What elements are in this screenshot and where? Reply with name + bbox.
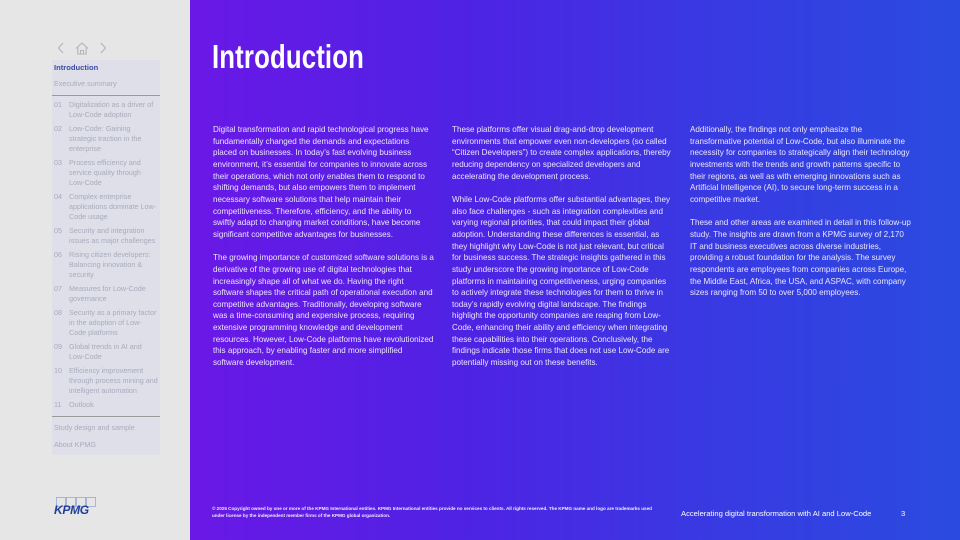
table-of-contents — [52, 60, 160, 455]
nav-controls — [52, 40, 112, 56]
paragraph: These and other areas are examined in detail in this follow-up study. The insights are drawn from a KPMG survey of 2,170 IT and business executives across diverse industries, providing a robust foundation for the analysis. The survey respondents are employees from companies across Europe, the Middle East, Africa, the USA, and ASPAC, with company sizes ranging from 50 to over 5,000 employees. — [690, 218, 911, 298]
toc-chapter-01[interactable] — [52, 99, 160, 123]
chapter-number: 10 — [54, 366, 62, 375]
chevron-right-icon[interactable] — [95, 40, 112, 56]
copyright-notice: © 2025 Copyright owned by one or more of the KPMG International entities. KPMG International entities provide no services to clients. All rights reserved. The KPMG name and logo are trademarks used under license by the independent member firms of the KPMG global organization. — [212, 506, 652, 518]
toc-chapter-04[interactable] — [52, 191, 160, 225]
chapter-number: 07 — [54, 284, 62, 293]
kpmg-logo — [54, 497, 100, 519]
text-column-3 — [690, 124, 912, 310]
chapter-label: Digitalization as a driver of Low-Code adoption — [69, 100, 154, 119]
chapter-number: 02 — [54, 124, 62, 133]
toc-item-about-kpmg[interactable]: About KPMG — [54, 440, 96, 449]
chapter-number: 03 — [54, 158, 62, 167]
paragraph: Additionally, the findings not only emphasize the transformative potential of Low-Code, but also illuminate the necessity for companies to strategically align their technology investments with the trends and growth patterns specific to their regions, as well as with emerging innovations such as Artificial Intelligence (AI), to secure long-term success in a competitive market. — [690, 125, 910, 204]
toc-item-introduction[interactable]: Introduction — [54, 63, 99, 72]
footer-document-title: Accelerating digital transformation with AI and Low-Code — [681, 509, 872, 518]
chapter-number: 04 — [54, 192, 62, 201]
paragraph: The growing importance of customized software solutions is a derivative of the growing use of digital technologies that increasingly shape all of what we do. Having the right software shapes the critical path of operational execution and competitive advantages. Traditionally, developing software was a time-consuming and expensive process, requiring extensive programming knowledge and development resources. However, Low-Code platforms have revolutionized this approach, by enabling faster and more simplified software development. — [213, 253, 434, 368]
text-column-1 — [213, 124, 435, 380]
paragraph: These platforms offer visual drag-and-drop development environments that empower even non-developers (so called “Citizen Developers”) to create complex applications, thereby reducing dependency on specialized developers and accelerating the development process. — [452, 125, 671, 181]
toc-chapter-07[interactable] — [52, 283, 160, 307]
toc-item-study-design[interactable]: Study design and sample — [54, 423, 135, 432]
toc-chapter-08[interactable] — [52, 307, 160, 341]
chapter-label: Efficiency improvement through process mining and intelligent automation — [69, 366, 158, 395]
chapter-label: Global trends in AI and Low-Code — [69, 342, 142, 361]
paragraph: Digital transformation and rapid technological progress have fundamentally changed the demands and expectations placed on businesses. In today’s fast evolving business environment, it’s essential for companies to innovate across their operations, which not only enables them to respond to shifting demands, but also empowers them to implement necessary software solutions that help maintain their competitiveness. Therefore, efficiency, and the ability to swiftly adapt to changing market conditions, have become significant competitive advantages for businesses. — [213, 125, 429, 239]
chapter-label: Outlook — [69, 400, 94, 409]
chapter-label: Security and integration issues as major challenges — [69, 226, 156, 245]
chapter-label: Security as a primary factor in the adoption of Low-Code platforms — [69, 308, 157, 337]
chapter-number: 08 — [54, 308, 62, 317]
toc-chapter-05[interactable] — [52, 225, 160, 249]
chapter-number: 01 — [54, 100, 62, 109]
chapter-number: 11 — [54, 400, 62, 409]
chapter-number: 05 — [54, 226, 62, 235]
page-number: 3 — [901, 509, 906, 518]
chapter-label: Low-Code: Gaining strategic traction in the enterprise — [69, 124, 142, 153]
text-column-2 — [452, 124, 674, 380]
toc-divider — [52, 416, 160, 417]
page-title: Introduction — [212, 38, 364, 75]
chapter-number: 09 — [54, 342, 62, 351]
toc-divider — [52, 95, 160, 96]
chapter-label: Rising citizen developers: Balancing innovation & security — [69, 250, 151, 279]
toc-chapter-06[interactable] — [52, 249, 160, 283]
toc-chapter-11[interactable] — [52, 399, 160, 413]
toc-chapter-03[interactable] — [52, 157, 160, 191]
chapter-label: Complex enterprise applications dominate Low-Code usage — [69, 192, 157, 221]
sidebar — [0, 0, 190, 540]
chevron-left-icon[interactable] — [52, 40, 69, 56]
toc-chapter-02[interactable] — [52, 123, 160, 157]
toc-chapter-09[interactable] — [52, 341, 160, 365]
chapter-label: Measures for Low-Code governance — [69, 284, 146, 303]
toc-item-executive-summary[interactable]: Executive summary — [54, 79, 117, 88]
logo-text: KPMG — [54, 503, 89, 517]
home-icon[interactable] — [69, 40, 94, 56]
paragraph: While Low-Code platforms offer substantial advantages, they also face challenges - such as integration complexities and varying regional priorities, that could impact their global adoption. Understanding these differences is essential, as they highlight why Low-Code is not just relevant, but critical for business success. The strategic insights gathered in this study underscore the growing importance of Low-Code platforms in maintaining competitiveness, urging companies to actively integrate these technologies for them to thrive in today’s rapidly evolving digital landscape. The findings highlight the opportunity companies are reaping from Low-Code, enhancing their ability and efficiency when integrating these capabilities into their operations. Conclusively, the findings indicate those firms that does not use Low-Code are potentially missing out on these benefits. — [452, 194, 671, 368]
chapter-number: 06 — [54, 250, 62, 259]
chapter-label: Process efficiency and service quality through Low-Code — [69, 158, 141, 187]
main-content — [190, 0, 960, 540]
toc-chapter-10[interactable] — [52, 365, 160, 399]
